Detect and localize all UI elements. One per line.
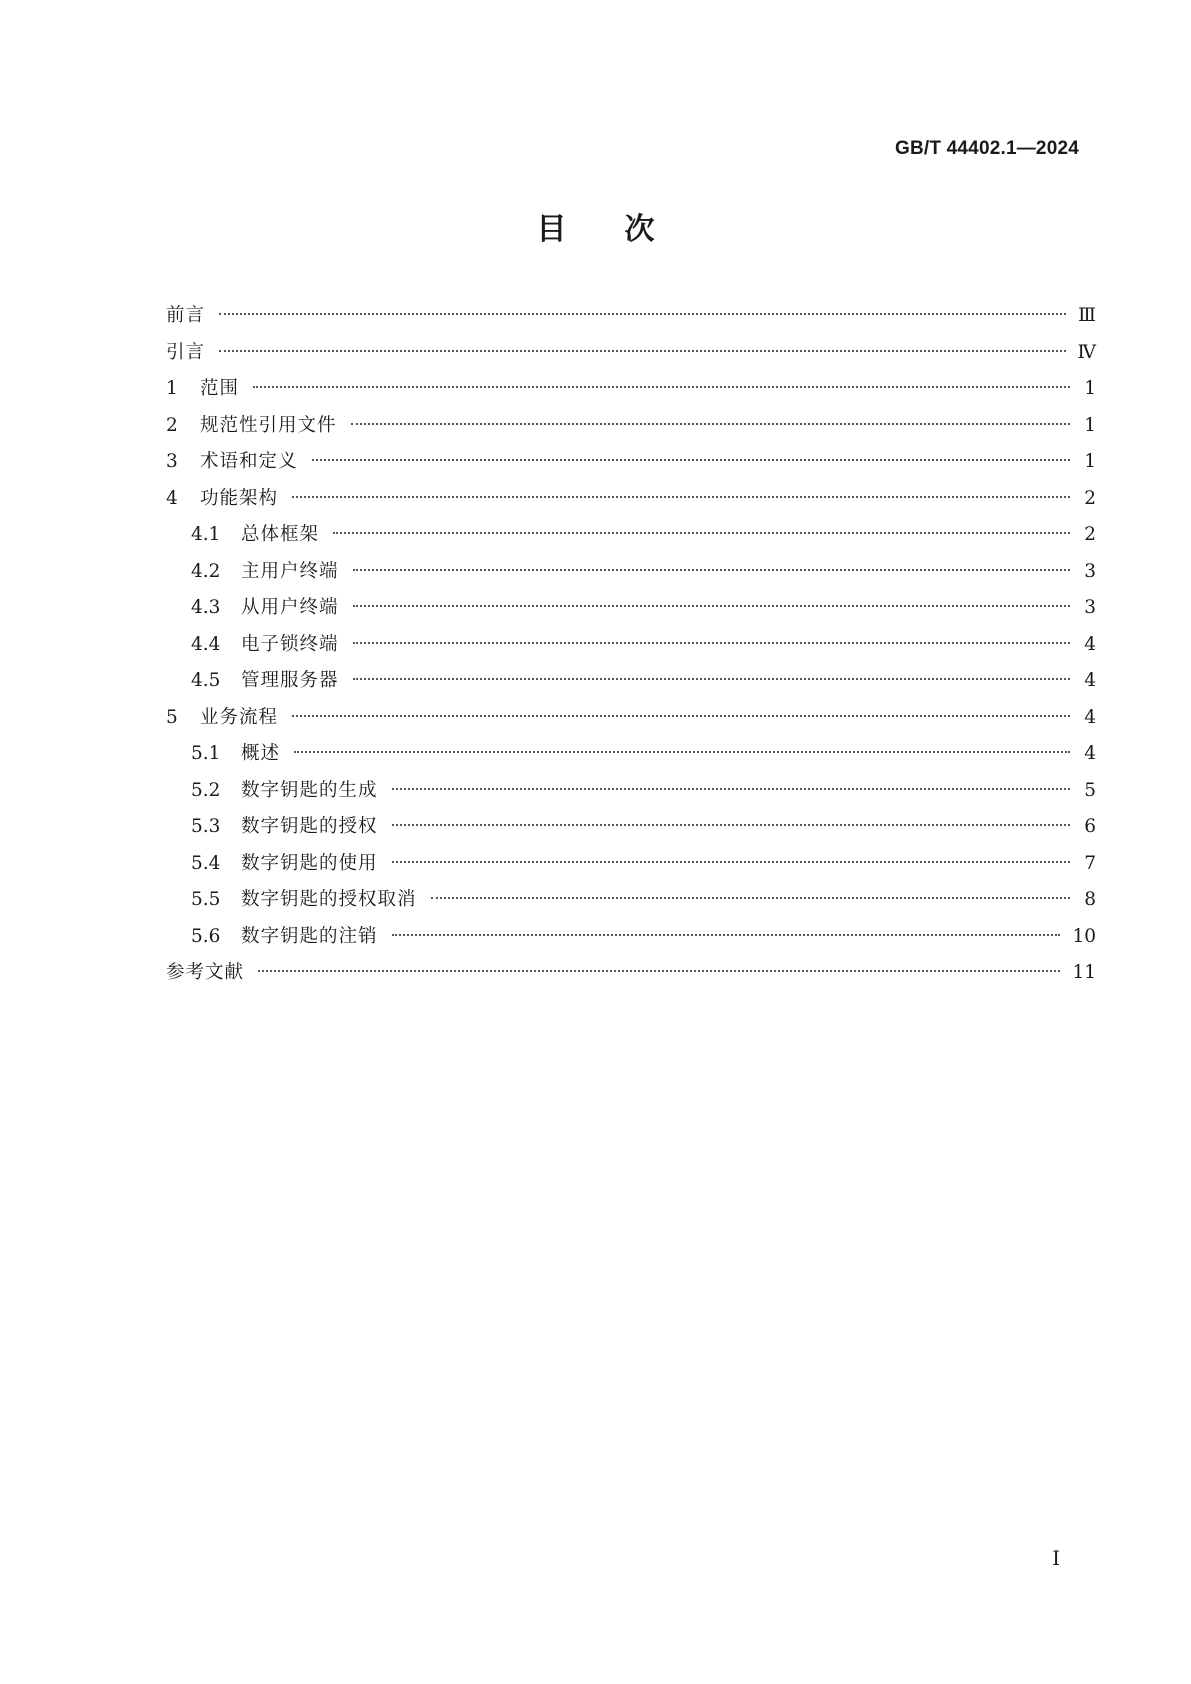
toc-entry-5-6[interactable] <box>166 922 1096 959</box>
dot-leader <box>353 642 1070 644</box>
toc-entry-page: 3 <box>1084 560 1096 582</box>
dot-leader <box>219 313 1066 315</box>
toc-entry-page: 6 <box>1084 816 1096 837</box>
toc-entry-label: 引言 <box>166 341 206 363</box>
toc-entry-label: 总体框架 <box>241 524 320 545</box>
toc-entry-page: 11 <box>1072 962 1096 983</box>
toc-entry-number: 5.1 <box>191 743 221 764</box>
dot-leader <box>392 861 1070 863</box>
dot-leader <box>312 459 1070 461</box>
page-number: Ⅰ <box>1052 1546 1060 1570</box>
toc-entry-page: 4 <box>1084 670 1096 691</box>
toc-entry-4-2[interactable] <box>166 557 1096 594</box>
toc-entry-number: 5 <box>166 706 178 728</box>
dot-leader <box>431 897 1070 899</box>
dot-leader <box>219 350 1066 352</box>
dot-leader <box>353 605 1070 607</box>
toc-entry-3[interactable] <box>166 447 1096 484</box>
toc-entry-page: 8 <box>1084 889 1096 910</box>
document-code: GB/T 44402.1—2024 <box>894 138 1079 159</box>
toc-entry-number: 2 <box>166 414 178 436</box>
toc-entry-5-4[interactable] <box>166 849 1096 886</box>
toc-entry-number: 1 <box>166 378 178 399</box>
toc-entry-label: 术语和定义 <box>200 451 298 472</box>
toc-entry-5-3[interactable] <box>166 812 1096 849</box>
toc-entry-5-1[interactable] <box>166 739 1096 776</box>
toc-entry-5[interactable] <box>166 703 1096 740</box>
dot-leader <box>253 386 1070 388</box>
toc-entry-page: 7 <box>1084 852 1096 874</box>
toc-entry-number: 5.4 <box>191 852 221 874</box>
toc-entry-number: 4.3 <box>191 597 221 618</box>
dot-leader <box>353 678 1070 680</box>
toc-entry-4-3[interactable] <box>166 593 1096 630</box>
toc-entry-page: 10 <box>1072 925 1096 947</box>
dot-leader <box>392 788 1070 790</box>
dot-leader <box>392 934 1061 936</box>
toc-entry-page: Ⅲ <box>1078 305 1096 326</box>
toc-entry-page: 4 <box>1084 633 1096 655</box>
toc-entry-number: 5.2 <box>191 779 221 801</box>
toc-entry-label: 规范性引用文件 <box>200 414 337 436</box>
toc-entry-label: 数字钥匙的使用 <box>241 852 378 874</box>
toc-entry-number: 5.6 <box>191 925 221 947</box>
toc-entry-number: 4.2 <box>191 560 221 582</box>
toc-entry-5-2[interactable] <box>166 776 1096 813</box>
toc-entry-number: 4 <box>166 487 178 509</box>
dot-leader <box>351 423 1070 425</box>
toc-entry-label: 数字钥匙的授权 <box>241 816 378 837</box>
toc-entry-4-4[interactable] <box>166 630 1096 667</box>
toc-entry-label: 电子锁终端 <box>241 633 339 655</box>
toc-entry-label: 功能架构 <box>200 487 279 509</box>
toc-entry-page: 1 <box>1084 451 1096 472</box>
toc-entry-4-5[interactable] <box>166 666 1096 703</box>
toc-entry-label: 数字钥匙的注销 <box>241 925 378 947</box>
toc-entry-number: 5.5 <box>191 889 221 910</box>
toc-entry-number: 5.3 <box>191 816 221 837</box>
dot-leader <box>294 751 1070 753</box>
toc-entry-page: 1 <box>1084 378 1096 399</box>
toc-entry-label: 范围 <box>200 378 240 399</box>
toc-entry-page: 4 <box>1084 743 1096 764</box>
toc-entry-number: 3 <box>166 451 178 472</box>
toc-entry-4[interactable] <box>166 484 1096 521</box>
toc-entry-label: 主用户终端 <box>241 560 339 582</box>
toc-entry-page: 5 <box>1084 779 1096 801</box>
toc-entry-page: 1 <box>1084 414 1096 436</box>
toc-entry-number: 4.5 <box>191 670 221 691</box>
toc-entry-2[interactable] <box>166 411 1096 448</box>
toc-entry-page: 4 <box>1084 706 1096 728</box>
toc-entry-introduction[interactable] <box>166 338 1096 375</box>
dot-leader <box>353 569 1070 571</box>
dot-leader <box>392 824 1070 826</box>
toc-entry-label: 业务流程 <box>200 706 279 728</box>
toc-entry-number: 4.4 <box>191 633 221 655</box>
toc-entry-label: 数字钥匙的生成 <box>241 779 378 801</box>
toc-entry-label: 数字钥匙的授权取消 <box>241 889 417 910</box>
toc-entry-page: 3 <box>1084 597 1096 618</box>
dot-leader <box>292 496 1070 498</box>
toc-entry-page: 2 <box>1084 487 1096 509</box>
table-of-contents <box>166 301 1096 995</box>
toc-entry-4-1[interactable] <box>166 520 1096 557</box>
toc-entry-label: 概述 <box>241 743 281 764</box>
dot-leader <box>333 532 1070 534</box>
dot-leader <box>292 715 1070 717</box>
toc-entry-bibliography[interactable] <box>166 958 1096 995</box>
toc-entry-label: 参考文献 <box>166 962 245 983</box>
toc-entry-5-5[interactable] <box>166 885 1096 922</box>
toc-entry-number: 4.1 <box>191 524 221 545</box>
toc-entry-page: 2 <box>1084 524 1096 545</box>
toc-entry-label: 管理服务器 <box>241 670 339 691</box>
toc-entry-label: 前言 <box>166 305 206 326</box>
toc-entry-page: Ⅳ <box>1077 341 1096 363</box>
toc-entry-label: 从用户终端 <box>241 597 339 618</box>
toc-title: 目次 <box>536 212 713 247</box>
dot-leader <box>258 970 1060 972</box>
toc-entry-foreword[interactable] <box>166 301 1096 338</box>
toc-entry-1[interactable] <box>166 374 1096 411</box>
